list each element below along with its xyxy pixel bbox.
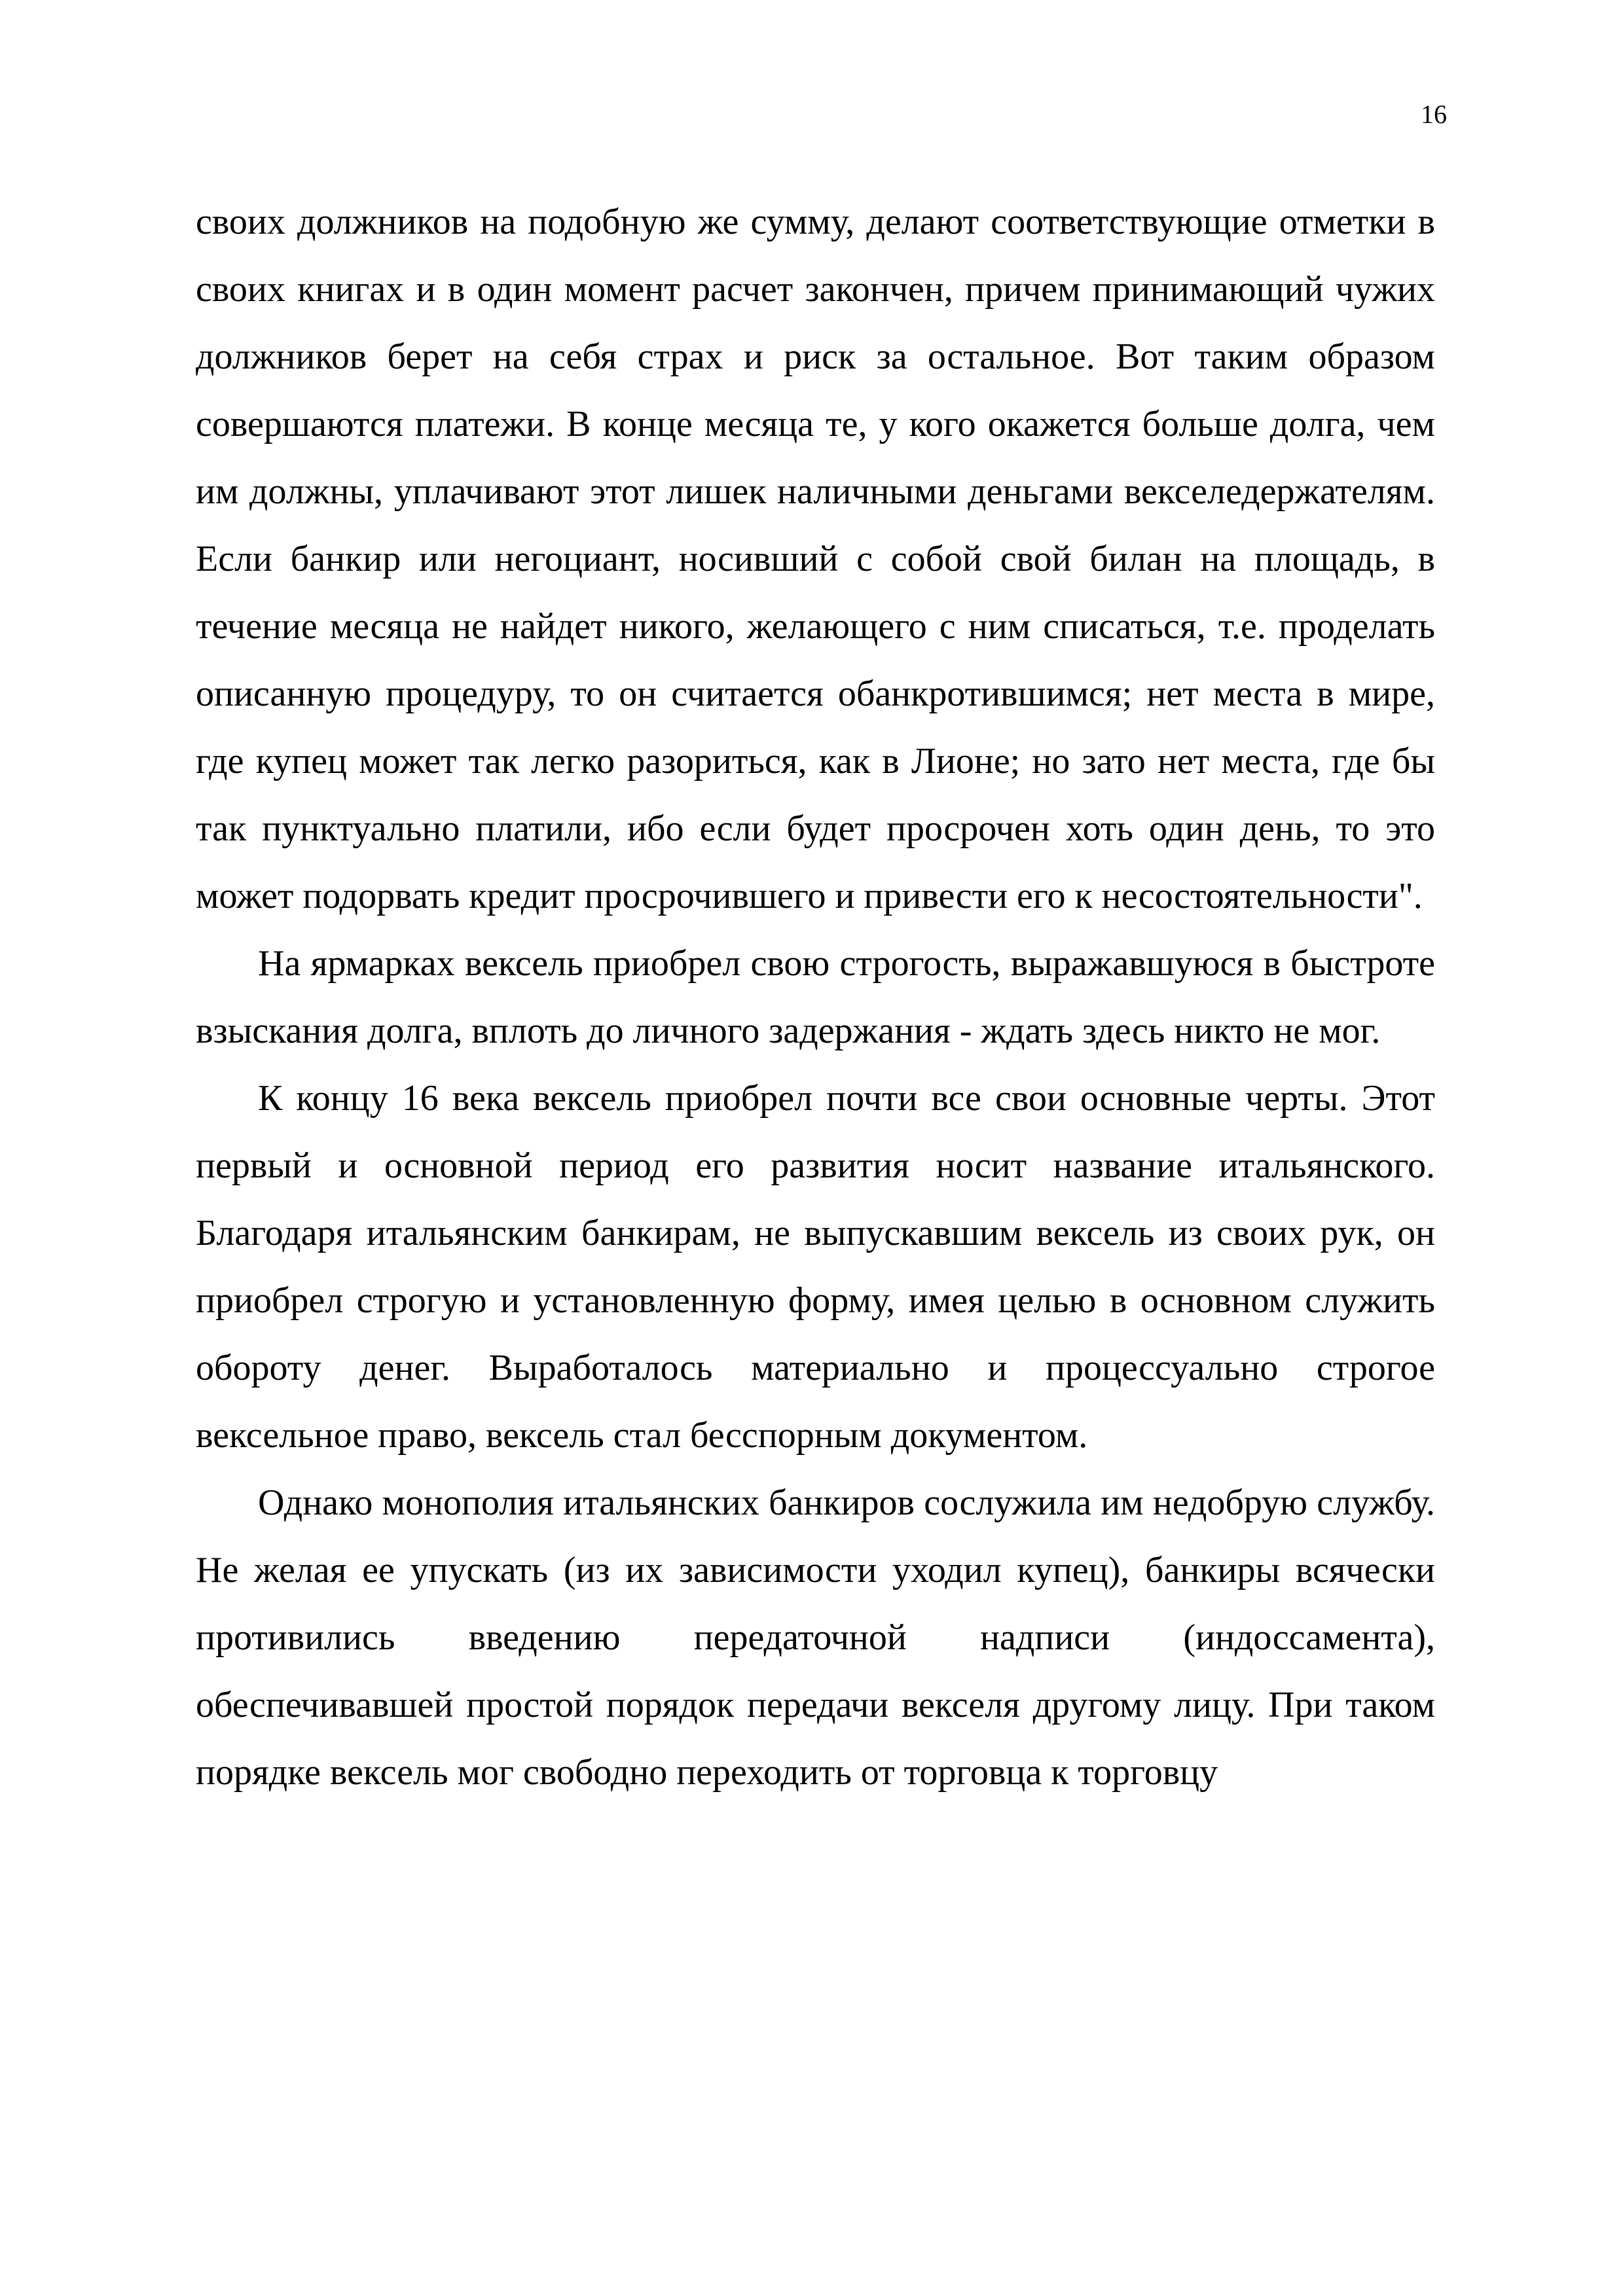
paragraph-1: своих должников на подобную же сумму, делают соответствующие отметки в своих книгах и в один момент расчет закончен, причем принимающий чужих должников берет на себя страх и риск за остальное. Вот таким образом совершаются платежи. В конце месяца те, у кого окажется больше долга, чем им должны, уплачивают этот лишек наличными деньгами векселедержателям. Если банкир или негоциант, носивший с собой свой билан на площадь, в течение месяца не найдет никого, желающего с ним списаться, т.е. проделать описанную процедуру, то он считается обанкротившимся; нет места в мире, где купец может так легко разориться, как в Лионе; но зато нет места, где бы так пунктуально платили, ибо если будет просрочен хоть один день, то это может подорвать кредит просрочившего и привести его к несостоятельности". bbox=[196, 202, 1435, 916]
page-number: 16 bbox=[1421, 99, 1447, 129]
paragraph-3: К концу 16 века вексель приобрел почти все свои основные черты. Этот первый и основной период его развития носит название итальянского. Благодаря итальянским банкирам, не выпускавшим вексель из своих рук, он приобрел строгую и установленную форму, имея целью в основном служить обороту денег. Выработалось материально и процессуально строгое вексельное право, вексель стал бесспорным документом. bbox=[196, 1078, 1435, 1456]
paragraph-4: Однако монополия итальянских банкиров сослужила им недобрую службу. Не желая ее упускать (из их зависимости уходил купец), банкиры всячески противились введению передаточной надписи (индоссамента), обеспечивавшей простой порядок передачи векселя другому лицу. При таком порядке вексель мог свободно переходить от торговца к торговцу bbox=[196, 1482, 1435, 1793]
document-body bbox=[196, 188, 1435, 1806]
paragraph-2: На ярмарках вексель приобрел свою строгость, выражавшуюся в быстроте взыскания долга, вплоть до личного задержания - ждать здесь никто не мог. bbox=[196, 943, 1435, 1051]
